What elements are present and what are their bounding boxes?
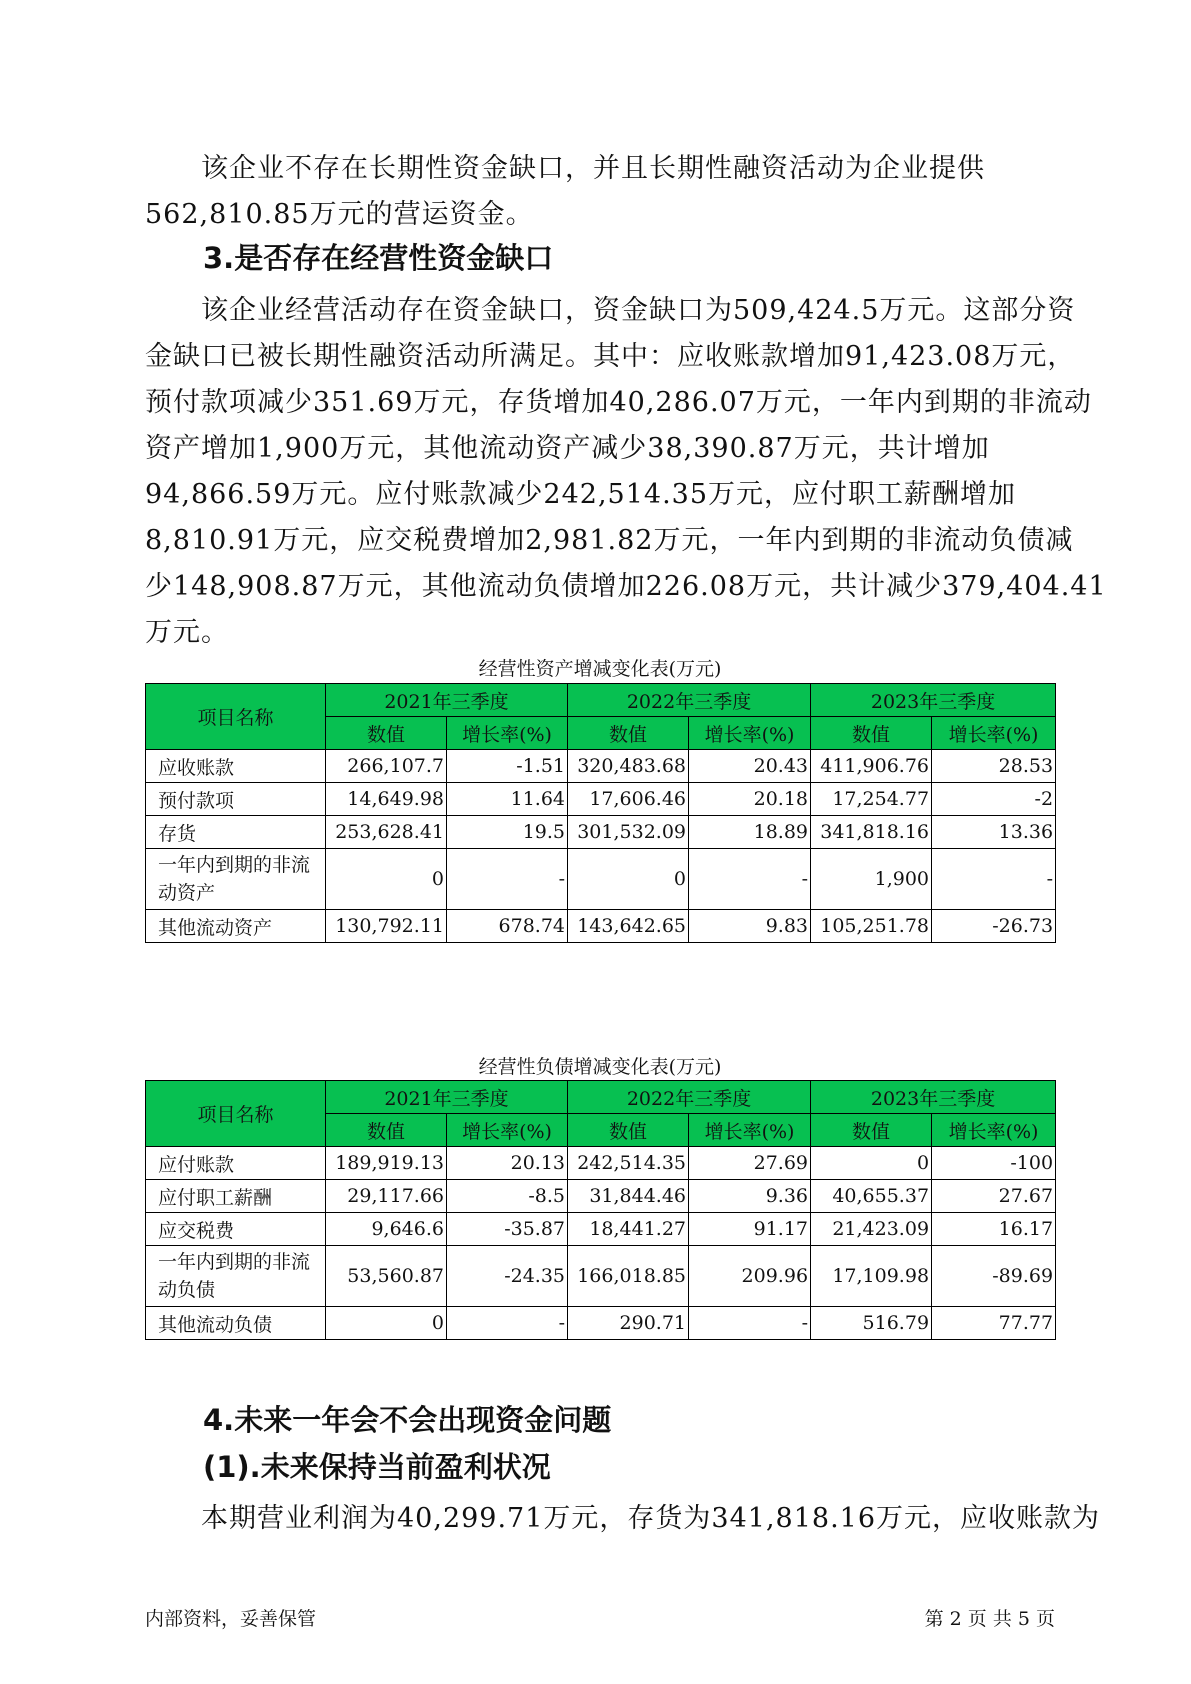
cell-value: 320,483.68 [568,750,689,783]
table-row [146,750,1056,783]
cell-growth: 16.17 [932,1213,1056,1246]
table-row [146,1180,1056,1213]
paragraph-line: 资产增加1,900万元，其他流动资产减少38,390.87万元，共计增加 [145,433,990,464]
cell-value: 14,649.98 [326,783,447,816]
cell-value: 18,441.27 [568,1213,689,1246]
cell-value: 143,642.65 [568,910,689,943]
column-header-period: 2023年三季度 [811,1081,1056,1114]
column-header-period: 2023年三季度 [811,684,1056,717]
column-header-growth: 增长率(%) [932,717,1056,750]
cell-value: 242,514.35 [568,1147,689,1180]
cell-value: 31,844.46 [568,1180,689,1213]
cell-growth: 77.77 [932,1307,1056,1340]
cell-growth: -26.73 [932,910,1056,943]
cell-growth: -89.69 [932,1246,1056,1307]
column-header-growth: 增长率(%) [689,1114,811,1147]
table-row [146,910,1056,943]
subsection-heading-4-1: (1).未来保持当前盈利状况 [203,1450,551,1484]
column-header-value: 数值 [811,717,932,750]
cell-growth: 91.17 [689,1213,811,1246]
cell-value: 290.71 [568,1307,689,1340]
row-label: 其他流动资产 [146,910,326,943]
cell-growth: 20.18 [689,783,811,816]
table-row [146,1213,1056,1246]
row-label: 其他流动负债 [146,1307,326,1340]
cell-value: 40,655.37 [811,1180,932,1213]
section-heading-3: 3.是否存在经营性资金缺口 [203,241,554,275]
column-header-item: 项目名称 [146,1081,326,1147]
cell-value: 21,423.09 [811,1213,932,1246]
cell-growth: 11.64 [447,783,568,816]
cell-growth: - [447,1307,568,1340]
cell-growth: -2 [932,783,1056,816]
section-heading-4: 4.未来一年会不会出现资金问题 [203,1403,612,1437]
footer-confidential-note: 内部资料，妥善保管 [145,1608,317,1630]
cell-value: 411,906.76 [811,750,932,783]
column-header-period: 2022年三季度 [568,684,811,717]
paragraph-line: 8,810.91万元，应交税费增加2,981.82万元，一年内到期的非流动负债减 [145,525,1074,556]
cell-value: 53,560.87 [326,1246,447,1307]
paragraph-operating-gap [145,288,1107,656]
column-header-value: 数值 [568,717,689,750]
row-label: 应交税费 [146,1213,326,1246]
cell-value: 0 [811,1147,932,1180]
operating-assets-table [145,683,1056,943]
paragraph-long-term-funding [145,146,1055,238]
cell-growth: 9.83 [689,910,811,943]
cell-growth: -8.5 [447,1180,568,1213]
paragraph-line: 预付款项减少351.69万元，存货增加40,286.07万元，一年内到期的非流动 [145,387,1092,418]
column-header-value: 数值 [326,1114,447,1147]
table-row [146,1307,1056,1340]
paragraph-line: 少148,908.87万元，其他流动负债增加226.08万元，共计减少379,404.41 [145,571,1107,602]
cell-value: 17,606.46 [568,783,689,816]
column-header-value: 数值 [568,1114,689,1147]
cell-growth: -1.51 [447,750,568,783]
column-header-growth: 增长率(%) [447,1114,568,1147]
cell-value: 9,646.6 [326,1213,447,1246]
cell-growth: -35.87 [447,1213,568,1246]
row-label [146,849,326,910]
cell-growth: - [689,1307,811,1340]
cell-growth: 27.69 [689,1147,811,1180]
cell-value: 266,107.7 [326,750,447,783]
column-header-growth: 增长率(%) [447,717,568,750]
row-label-text: 一年内到期的非流动资产 [158,854,311,904]
cell-value: 166,018.85 [568,1246,689,1307]
cell-value: 0 [326,849,447,910]
paragraph-line: 该企业不存在长期性资金缺口，并且长期性融资活动为企业提供 [201,153,985,184]
footer-page-number: 第 2 页 共 5 页 [924,1608,1055,1630]
column-header-item: 项目名称 [146,684,326,750]
cell-value: 0 [568,849,689,910]
cell-growth: - [447,849,568,910]
table-caption-assets: 经营性资产增减变化表(万元) [478,658,722,680]
cell-value: 341,818.16 [811,816,932,849]
operating-liabilities-table [145,1080,1056,1340]
column-header-value: 数值 [326,717,447,750]
table-row [146,816,1056,849]
column-header-period: 2021年三季度 [326,684,568,717]
row-label: 应收账款 [146,750,326,783]
row-label: 应付账款 [146,1147,326,1180]
column-header-period: 2022年三季度 [568,1081,811,1114]
cell-growth: 13.36 [932,816,1056,849]
cell-growth: 209.96 [689,1246,811,1307]
paragraph-line: 该企业经营活动存在资金缺口，资金缺口为509,424.5万元。这部分资 [201,295,1076,326]
row-label: 存货 [146,816,326,849]
cell-growth: 20.13 [447,1147,568,1180]
cell-value: 17,109.98 [811,1246,932,1307]
paragraph-line: 94,866.59万元。应付账款减少242,514.35万元，应付职工薪酬增加 [145,479,1017,510]
cell-value: 301,532.09 [568,816,689,849]
cell-value: 17,254.77 [811,783,932,816]
paragraph-profit [145,1496,1101,1542]
cell-value: 516.79 [811,1307,932,1340]
column-header-growth: 增长率(%) [689,717,811,750]
table-caption-liabilities: 经营性负债增减变化表(万元) [478,1056,722,1078]
table-row [146,1147,1056,1180]
cell-value: 0 [326,1307,447,1340]
cell-growth: 20.43 [689,750,811,783]
paragraph-line: 万元。 [145,617,229,648]
column-header-value: 数值 [811,1114,932,1147]
table-row [146,849,1056,910]
cell-value: 253,628.41 [326,816,447,849]
column-header-growth: 增长率(%) [932,1114,1056,1147]
cell-value: 105,251.78 [811,910,932,943]
cell-growth: 28.53 [932,750,1056,783]
table-row [146,1246,1056,1307]
paragraph-line: 本期营业利润为40,299.71万元，存货为341,818.16万元，应收账款为 [201,1503,1101,1534]
paragraph-line: 金缺口已被长期性融资活动所满足。其中：应收账款增加91,423.08万元， [145,341,1076,372]
row-label: 预付款项 [146,783,326,816]
cell-growth: - [932,849,1056,910]
cell-growth: - [689,849,811,910]
cell-growth: 9.36 [689,1180,811,1213]
cell-growth: 19.5 [447,816,568,849]
cell-value: 189,919.13 [326,1147,447,1180]
cell-growth: 678.74 [447,910,568,943]
row-label-text: 一年内到期的非流动负债 [158,1251,311,1301]
cell-growth: 27.67 [932,1180,1056,1213]
cell-value: 130,792.11 [326,910,447,943]
cell-value: 29,117.66 [326,1180,447,1213]
row-label: 应付职工薪酬 [146,1180,326,1213]
paragraph-line: 562,810.85万元的营运资金。 [145,199,534,230]
column-header-period: 2021年三季度 [326,1081,568,1114]
row-label [146,1246,326,1307]
cell-value: 1,900 [811,849,932,910]
table-row [146,783,1056,816]
cell-growth: -24.35 [447,1246,568,1307]
cell-growth: -100 [932,1147,1056,1180]
cell-growth: 18.89 [689,816,811,849]
